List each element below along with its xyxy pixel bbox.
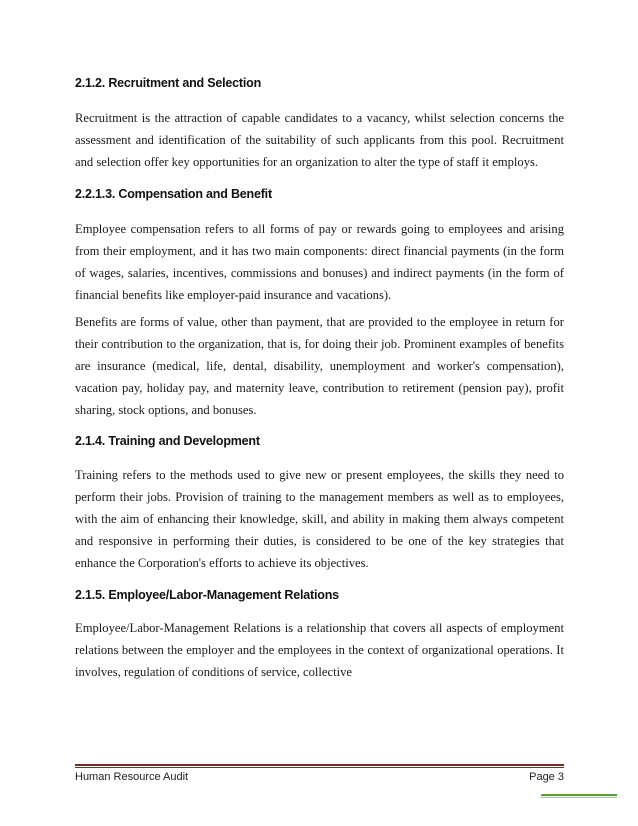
page-footer — [75, 771, 564, 785]
page-content — [75, 76, 564, 683]
section-heading-compensation: 2.2.1.3. Compensation and Benefit — [75, 187, 272, 201]
page-number-value: 3 — [557, 771, 564, 783]
page-label: Page — [529, 771, 555, 783]
corner-accent-line-light — [541, 797, 617, 798]
section-heading-training: 2.1.4. Training and Development — [75, 434, 260, 448]
paragraph-training: Training refers to the methods used to give new or present employees, the skills they need to perform their jobs. Provision of training to the management members as well as to employees, with the aim of enhancing their knowledge, skill, and ability in making them always competent and responsive in performing their duties, is considered to be one of the key strategies that enhance the Corporation's efforts to achieve its objectives. — [75, 468, 564, 570]
footer-page-number — [529, 771, 564, 783]
paragraph-benefits: Benefits are forms of value, other than payment, that are provided to the employee in return for their contribution to the organization, that is, for doing their job. Prominent examples of benefits are insurance (medical, life, dental, disability, unemployment and worker's compensation), vacation pay, holiday pay, and maternity leave, contribution to retirement (pension pay), profit sharing, stock options, and bonuses. — [75, 315, 564, 417]
paragraph-recruitment: Recruitment is the attraction of capable candidates to a vacancy, whilst selection concerns the assessment and identification of the suitability of such applicants from this pool. Recruitment and selection offer key opportunities for an organization to alter the type of staff it employs. — [75, 111, 564, 169]
corner-accent-line — [541, 794, 617, 796]
footer-rule-thick — [75, 764, 564, 766]
paragraph-labor-relations: Employee/Labor-Management Relations is a relationship that covers all aspects of employment relations between the employer and the employees in the context of organizational operations. It involves, regulation of conditions of service, collective — [75, 621, 564, 679]
footer-document-title: Human Resource Audit — [75, 771, 189, 783]
section-heading-recruitment: 2.1.2. Recruitment and Selection — [75, 76, 262, 90]
footer-rule-thin — [75, 767, 564, 768]
section-heading-labor-relations: 2.1.5. Employee/Labor-Management Relations — [75, 588, 339, 602]
paragraph-compensation: Employee compensation refers to all forms of pay or rewards going to employees and arising from their employment, and it has two main components: direct financial payments (in the form of wages, salaries, incentives, commissions and bonuses) and indirect payments (in the form of financial benefits like employer-paid insurance and vacations). — [75, 222, 564, 302]
